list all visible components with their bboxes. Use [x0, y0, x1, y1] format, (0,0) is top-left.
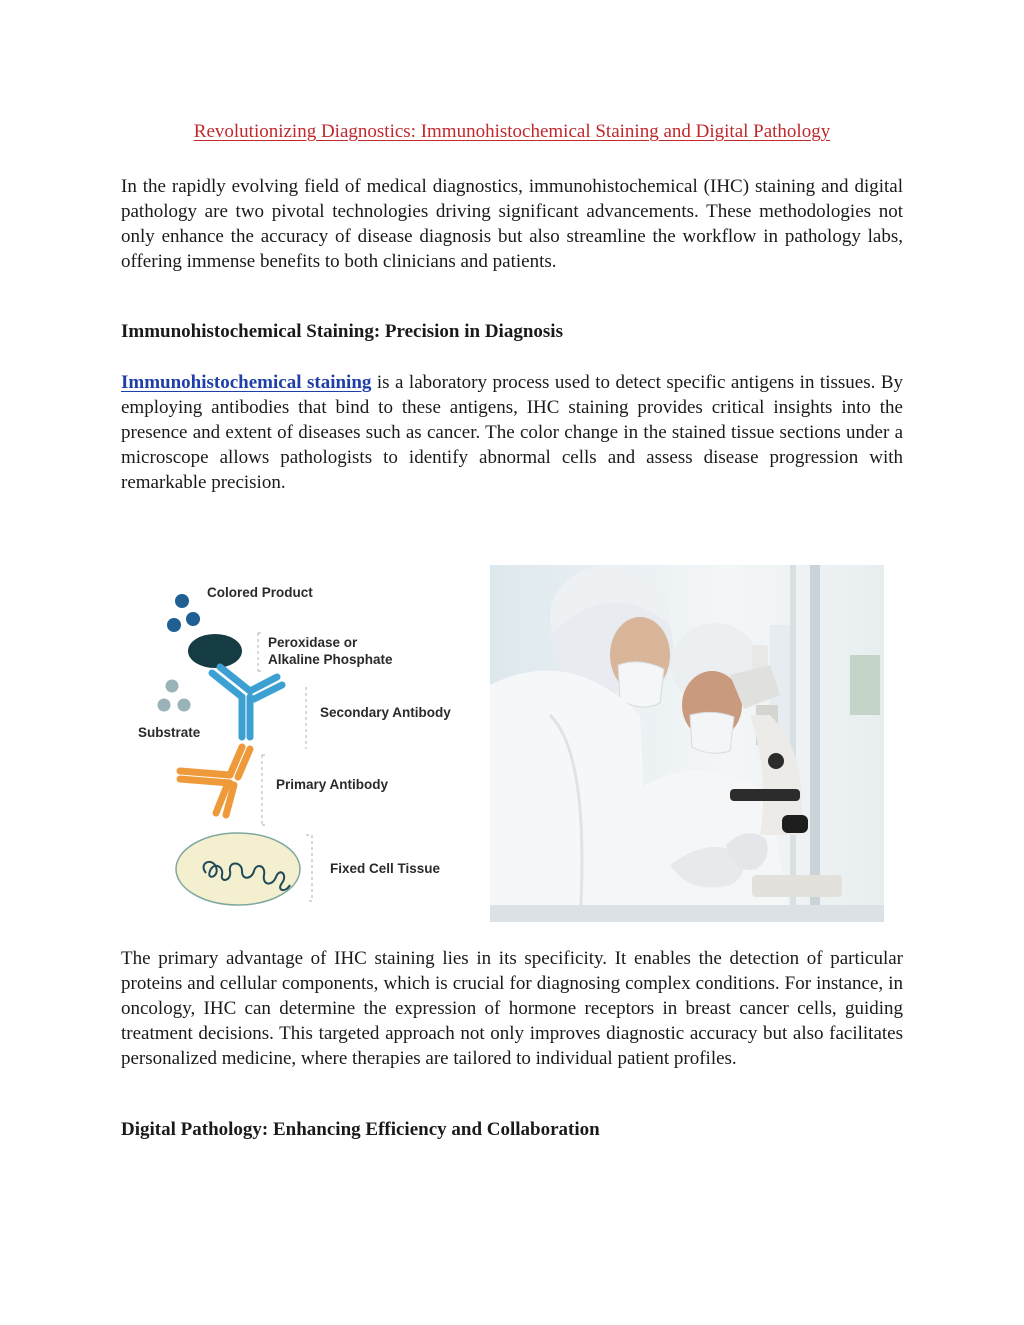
label-fixed-cell-tissue: Fixed Cell Tissue: [330, 861, 441, 876]
secondary-antibody-shape: [212, 667, 282, 737]
substrate-dot: [166, 680, 179, 693]
ihc-paragraph-body: is a laboratory process used to detect specific antigens in tissues. By employing antibodies that bind to these antigens, IHC staining provides critical insights into the presence and extent of diseases such as cancer. The color change in the stained tissue sections under a microscope allows pathologists to identify abnormal cells and assess disease progression with remarkable precision.: [121, 372, 903, 493]
section-heading-ihc: Immunohistochemical Staining: Precision in Diagnosis: [121, 321, 563, 342]
section-heading-digital-pathology: Digital Pathology: Enhancing Efficiency and Collaboration: [121, 1119, 600, 1140]
substrate-dot: [178, 699, 191, 712]
product-dot: [186, 612, 200, 626]
label-enzyme-line2: Alkaline Phosphate: [268, 652, 393, 667]
ihc-paragraph: [121, 370, 903, 495]
enzyme-shape: [188, 634, 242, 668]
lab-scientists-photo: [490, 565, 884, 922]
page-title: Revolutionizing Diagnostics: Immunohistochemical Staining and Digital Pathology: [193, 121, 831, 142]
tissue-ellipse: [176, 833, 300, 905]
primary-antibody-shape: [180, 747, 250, 815]
product-dot: [167, 618, 181, 632]
label-secondary-antibody: Secondary Antibody: [320, 705, 451, 720]
substrate-dot: [158, 699, 171, 712]
label-colored-product: Colored Product: [207, 585, 313, 600]
label-substrate: Substrate: [138, 725, 201, 740]
intro-paragraph: In the rapidly evolving field of medical diagnostics, immunohistochemical (IHC) staining and digital pathology are two pivotal technologies driving significant advancements. These methodologies not only enhance the accuracy of disease diagnosis but also streamline the workflow in pathology labs, offering immense benefits to both clinicians and patients.: [121, 176, 903, 272]
label-primary-antibody: Primary Antibody: [276, 777, 389, 792]
advantage-paragraph: The primary advantage of IHC staining lies in its specificity. It enables the detection of particular proteins and cellular components, which is crucial for diagnosing complex conditions. For instance, in oncology, IHC can determine the expression of hormone receptors in breast cancer cells, guiding treatment decisions. This targeted approach not only improves diagnostic accuracy but also facilitates personalized medicine, where therapies are tailored to individual patient profiles.: [121, 948, 903, 1069]
label-enzyme-line1: Peroxidase or: [268, 635, 358, 650]
product-dot: [175, 594, 189, 608]
ihc-link[interactable]: Immunohistochemical staining: [121, 372, 372, 393]
ihc-diagram: [130, 565, 480, 915]
